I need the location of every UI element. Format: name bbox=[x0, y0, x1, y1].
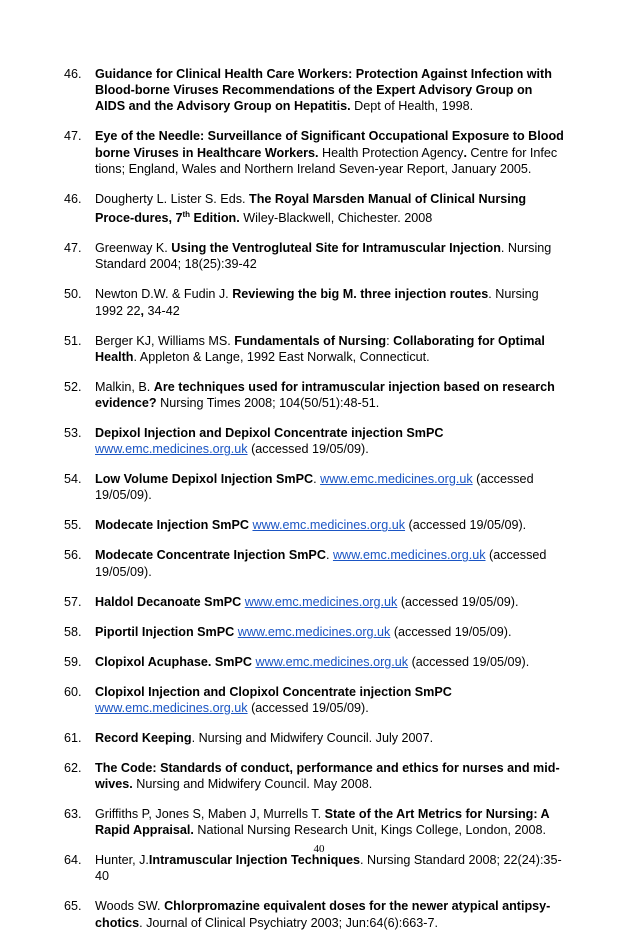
reference-detail: . Nursing Standard 2008; 22(24):35-40 bbox=[95, 853, 562, 884]
reference-item bbox=[64, 594, 564, 610]
reference-text bbox=[95, 654, 564, 670]
reference-title: Intramuscular Injection Techniques bbox=[148, 853, 361, 868]
reference-text bbox=[95, 66, 564, 115]
reference-text bbox=[95, 806, 564, 838]
reference-title: Low Volume Depixol Injection SmPC bbox=[95, 472, 314, 487]
reference-link[interactable]: www.emc.medicines.org.uk bbox=[255, 654, 409, 669]
reference-text bbox=[95, 684, 564, 716]
reference-number: 62. bbox=[64, 760, 82, 775]
reference-number: 54. bbox=[64, 472, 82, 487]
reference-item bbox=[64, 517, 564, 533]
reference-number: 52. bbox=[64, 379, 82, 394]
reference-detail: . Journal of Clinical Psychiatry 2003; Jun:64(6):663-7. bbox=[139, 915, 438, 930]
reference-item bbox=[64, 379, 564, 411]
reference-number: 47. bbox=[64, 241, 82, 256]
reference-item bbox=[64, 760, 564, 792]
reference-number: 56. bbox=[64, 548, 82, 563]
reference-detail: . Nursing 1992 22 bbox=[95, 287, 539, 318]
reference-detail: . bbox=[325, 548, 333, 563]
reference-detail: (accessed 19/05/09). bbox=[95, 548, 547, 579]
reference-detail: (accessed 19/05/09). bbox=[408, 654, 530, 669]
reference-number: 55. bbox=[64, 518, 82, 533]
reference-detail: Centre for Infec tions; England, Wales and Northern Ireland Seven-year Report, January 2005. bbox=[95, 145, 558, 176]
reference-title: . bbox=[463, 145, 467, 160]
reference-title: The Royal Marsden Manual of Clinical Nursing Proce-dures, 7 bbox=[95, 191, 527, 226]
reference-text bbox=[95, 333, 564, 365]
reference-detail: Berger KJ, Williams MS. bbox=[95, 333, 235, 348]
reference-detail: : bbox=[386, 333, 394, 348]
reference-detail: Malkin, B. bbox=[95, 379, 154, 394]
reference-number: 64. bbox=[64, 853, 82, 868]
reference-text bbox=[95, 240, 564, 272]
reference-number: 46. bbox=[64, 191, 82, 206]
reference-text bbox=[95, 471, 564, 503]
reference-text bbox=[95, 730, 564, 746]
reference-link[interactable]: www.emc.medicines.org.uk bbox=[332, 548, 486, 563]
reference-title: Chlorpromazine equivalent doses for the newer atypical antipsy-chotics bbox=[95, 899, 551, 930]
reference-title: Depixol Injection and Depixol Concentrate injection SmPC bbox=[95, 426, 444, 441]
reference-text bbox=[95, 852, 564, 884]
reference-detail: Newton D.W. & Fudin J. bbox=[95, 287, 233, 302]
reference-title: Record Keeping bbox=[95, 730, 192, 745]
reference-detail: (accessed 19/05/09). bbox=[405, 518, 527, 533]
reference-number: 59. bbox=[64, 654, 82, 669]
reference-item bbox=[64, 654, 564, 670]
reference-text bbox=[95, 286, 564, 318]
reference-item bbox=[64, 425, 564, 457]
reference-detail: Nursing Times 2008; 104(50/51):48-51. bbox=[156, 396, 380, 411]
reference-detail: . bbox=[313, 472, 321, 487]
reference-detail: Dept of Health, 1998. bbox=[350, 99, 474, 114]
reference-number: 60. bbox=[64, 684, 82, 699]
reference-item bbox=[64, 66, 564, 115]
reference-number: 58. bbox=[64, 624, 82, 639]
reference-detail: Nursing and Midwifery Council. May 2008. bbox=[132, 777, 373, 792]
reference-item bbox=[64, 471, 564, 503]
reference-item bbox=[64, 684, 564, 716]
reference-title: The Code: Standards of conduct, performance and ethics for nurses and mid-wives. bbox=[95, 760, 560, 792]
reference-title: Clopixol Injection and Clopixol Concentrate injection SmPC bbox=[95, 684, 452, 699]
reference-detail: Hunter, J. bbox=[95, 853, 149, 868]
reference-detail: (accessed 19/05/09). bbox=[95, 472, 534, 503]
reference-detail: 34-42 bbox=[144, 303, 180, 318]
reference-item bbox=[64, 624, 564, 640]
reference-list bbox=[64, 66, 564, 945]
reference-number: 47. bbox=[64, 129, 82, 144]
reference-text bbox=[95, 898, 564, 930]
reference-item bbox=[64, 730, 564, 746]
reference-item bbox=[64, 333, 564, 365]
reference-detail: Health Protection Agency bbox=[318, 145, 464, 160]
reference-item bbox=[64, 806, 564, 838]
reference-title: Edition. bbox=[190, 211, 240, 226]
reference-number: 53. bbox=[64, 426, 82, 441]
reference-text bbox=[95, 128, 564, 177]
reference-number: 63. bbox=[64, 807, 82, 822]
reference-text bbox=[95, 547, 564, 579]
reference-detail: Dougherty L. Lister S. Eds. bbox=[95, 191, 249, 206]
reference-item bbox=[64, 191, 564, 227]
reference-title: Piportil Injection SmPC bbox=[95, 624, 235, 639]
reference-number: 46. bbox=[64, 67, 82, 81]
reference-link[interactable]: www.emc.medicines.org.uk bbox=[95, 700, 248, 715]
reference-title: Modecate Injection SmPC bbox=[95, 518, 249, 533]
reference-title: Haldol Decanoate SmPC bbox=[95, 594, 242, 609]
reference-detail: . Appleton & Lange, 1992 East Norwalk, Connecticut. bbox=[133, 349, 430, 364]
reference-text bbox=[95, 594, 564, 610]
reference-number: 61. bbox=[64, 730, 82, 745]
reference-detail: Griffiths P, Jones S, Maben J, Murrells T. bbox=[95, 807, 325, 822]
reference-detail: Woods SW. bbox=[95, 899, 165, 914]
reference-detail: (accessed 19/05/09). bbox=[390, 624, 512, 639]
reference-title: Collaborating for Optimal Health bbox=[95, 333, 545, 364]
reference-number: 65. bbox=[64, 899, 82, 914]
reference-detail: . Nursing and Midwifery Council. July 2007. bbox=[191, 730, 434, 745]
reference-item bbox=[64, 547, 564, 579]
reference-item bbox=[64, 240, 564, 272]
reference-number: 57. bbox=[64, 594, 82, 609]
reference-item bbox=[64, 898, 564, 930]
reference-item bbox=[64, 852, 564, 884]
reference-number: 51. bbox=[64, 333, 82, 348]
reference-detail: National Nursing Research Unit, Kings College, London, 2008. bbox=[193, 823, 547, 838]
reference-text bbox=[95, 379, 564, 411]
reference-link[interactable]: www.emc.medicines.org.uk bbox=[252, 518, 406, 533]
reference-item bbox=[64, 128, 564, 177]
reference-title: Reviewing the big M. three injection routes bbox=[232, 287, 489, 302]
reference-detail: Wiley-Blackwell, Chichester. 2008 bbox=[239, 211, 433, 226]
reference-text bbox=[95, 624, 564, 640]
reference-link[interactable]: www.emc.medicines.org.uk bbox=[320, 472, 473, 487]
reference-text bbox=[95, 517, 564, 533]
reference-title: Clopixol Acuphase. SmPC bbox=[95, 654, 252, 669]
reference-title: Using the Ventrogluteal Site for Intramuscular Injection bbox=[171, 241, 501, 256]
reference-text bbox=[95, 425, 564, 457]
reference-detail: . Nursing Standard 2004; 18(25):39-42 bbox=[95, 241, 552, 272]
reference-link[interactable]: www.emc.medicines.org.uk bbox=[95, 442, 248, 457]
reference-detail: (accessed 19/05/09). bbox=[247, 442, 369, 457]
reference-link[interactable]: www.emc.medicines.org.uk bbox=[237, 624, 391, 639]
reference-detail: (accessed 19/05/09). bbox=[397, 594, 519, 609]
reference-title: Fundamentals of Nursing bbox=[234, 333, 387, 348]
reference-title: , bbox=[140, 303, 145, 318]
reference-detail: (accessed 19/05/09). bbox=[247, 700, 369, 715]
reference-text bbox=[95, 191, 564, 227]
reference-title: Eye of the Needle: Surveillance of Significant Occupational Exposure to Blood borne Viruses in Healthcare Workers. bbox=[95, 129, 564, 160]
reference-detail: Greenway K. bbox=[95, 241, 172, 256]
reference-title: State of the Art Metrics for Nursing: A Rapid Appraisal. bbox=[95, 807, 550, 838]
superscript: th bbox=[182, 210, 191, 220]
reference-number: 50. bbox=[64, 287, 82, 302]
page-number: 40 bbox=[313, 843, 325, 855]
reference-title: Guidance for Clinical Health Care Workers: Protection Against Infection with Blood-borne Viruses Recommendations of the Expert Advisory Group on AIDS and the Advisory Group on Hepatitis. bbox=[95, 67, 552, 114]
reference-title: Modecate Concentrate Injection SmPC bbox=[95, 548, 326, 563]
reference-text bbox=[95, 760, 564, 792]
reference-link[interactable]: www.emc.medicines.org.uk bbox=[244, 594, 398, 609]
reference-item bbox=[64, 286, 564, 318]
reference-title: Are techniques used for intramuscular injection based on research evidence? bbox=[95, 379, 555, 411]
